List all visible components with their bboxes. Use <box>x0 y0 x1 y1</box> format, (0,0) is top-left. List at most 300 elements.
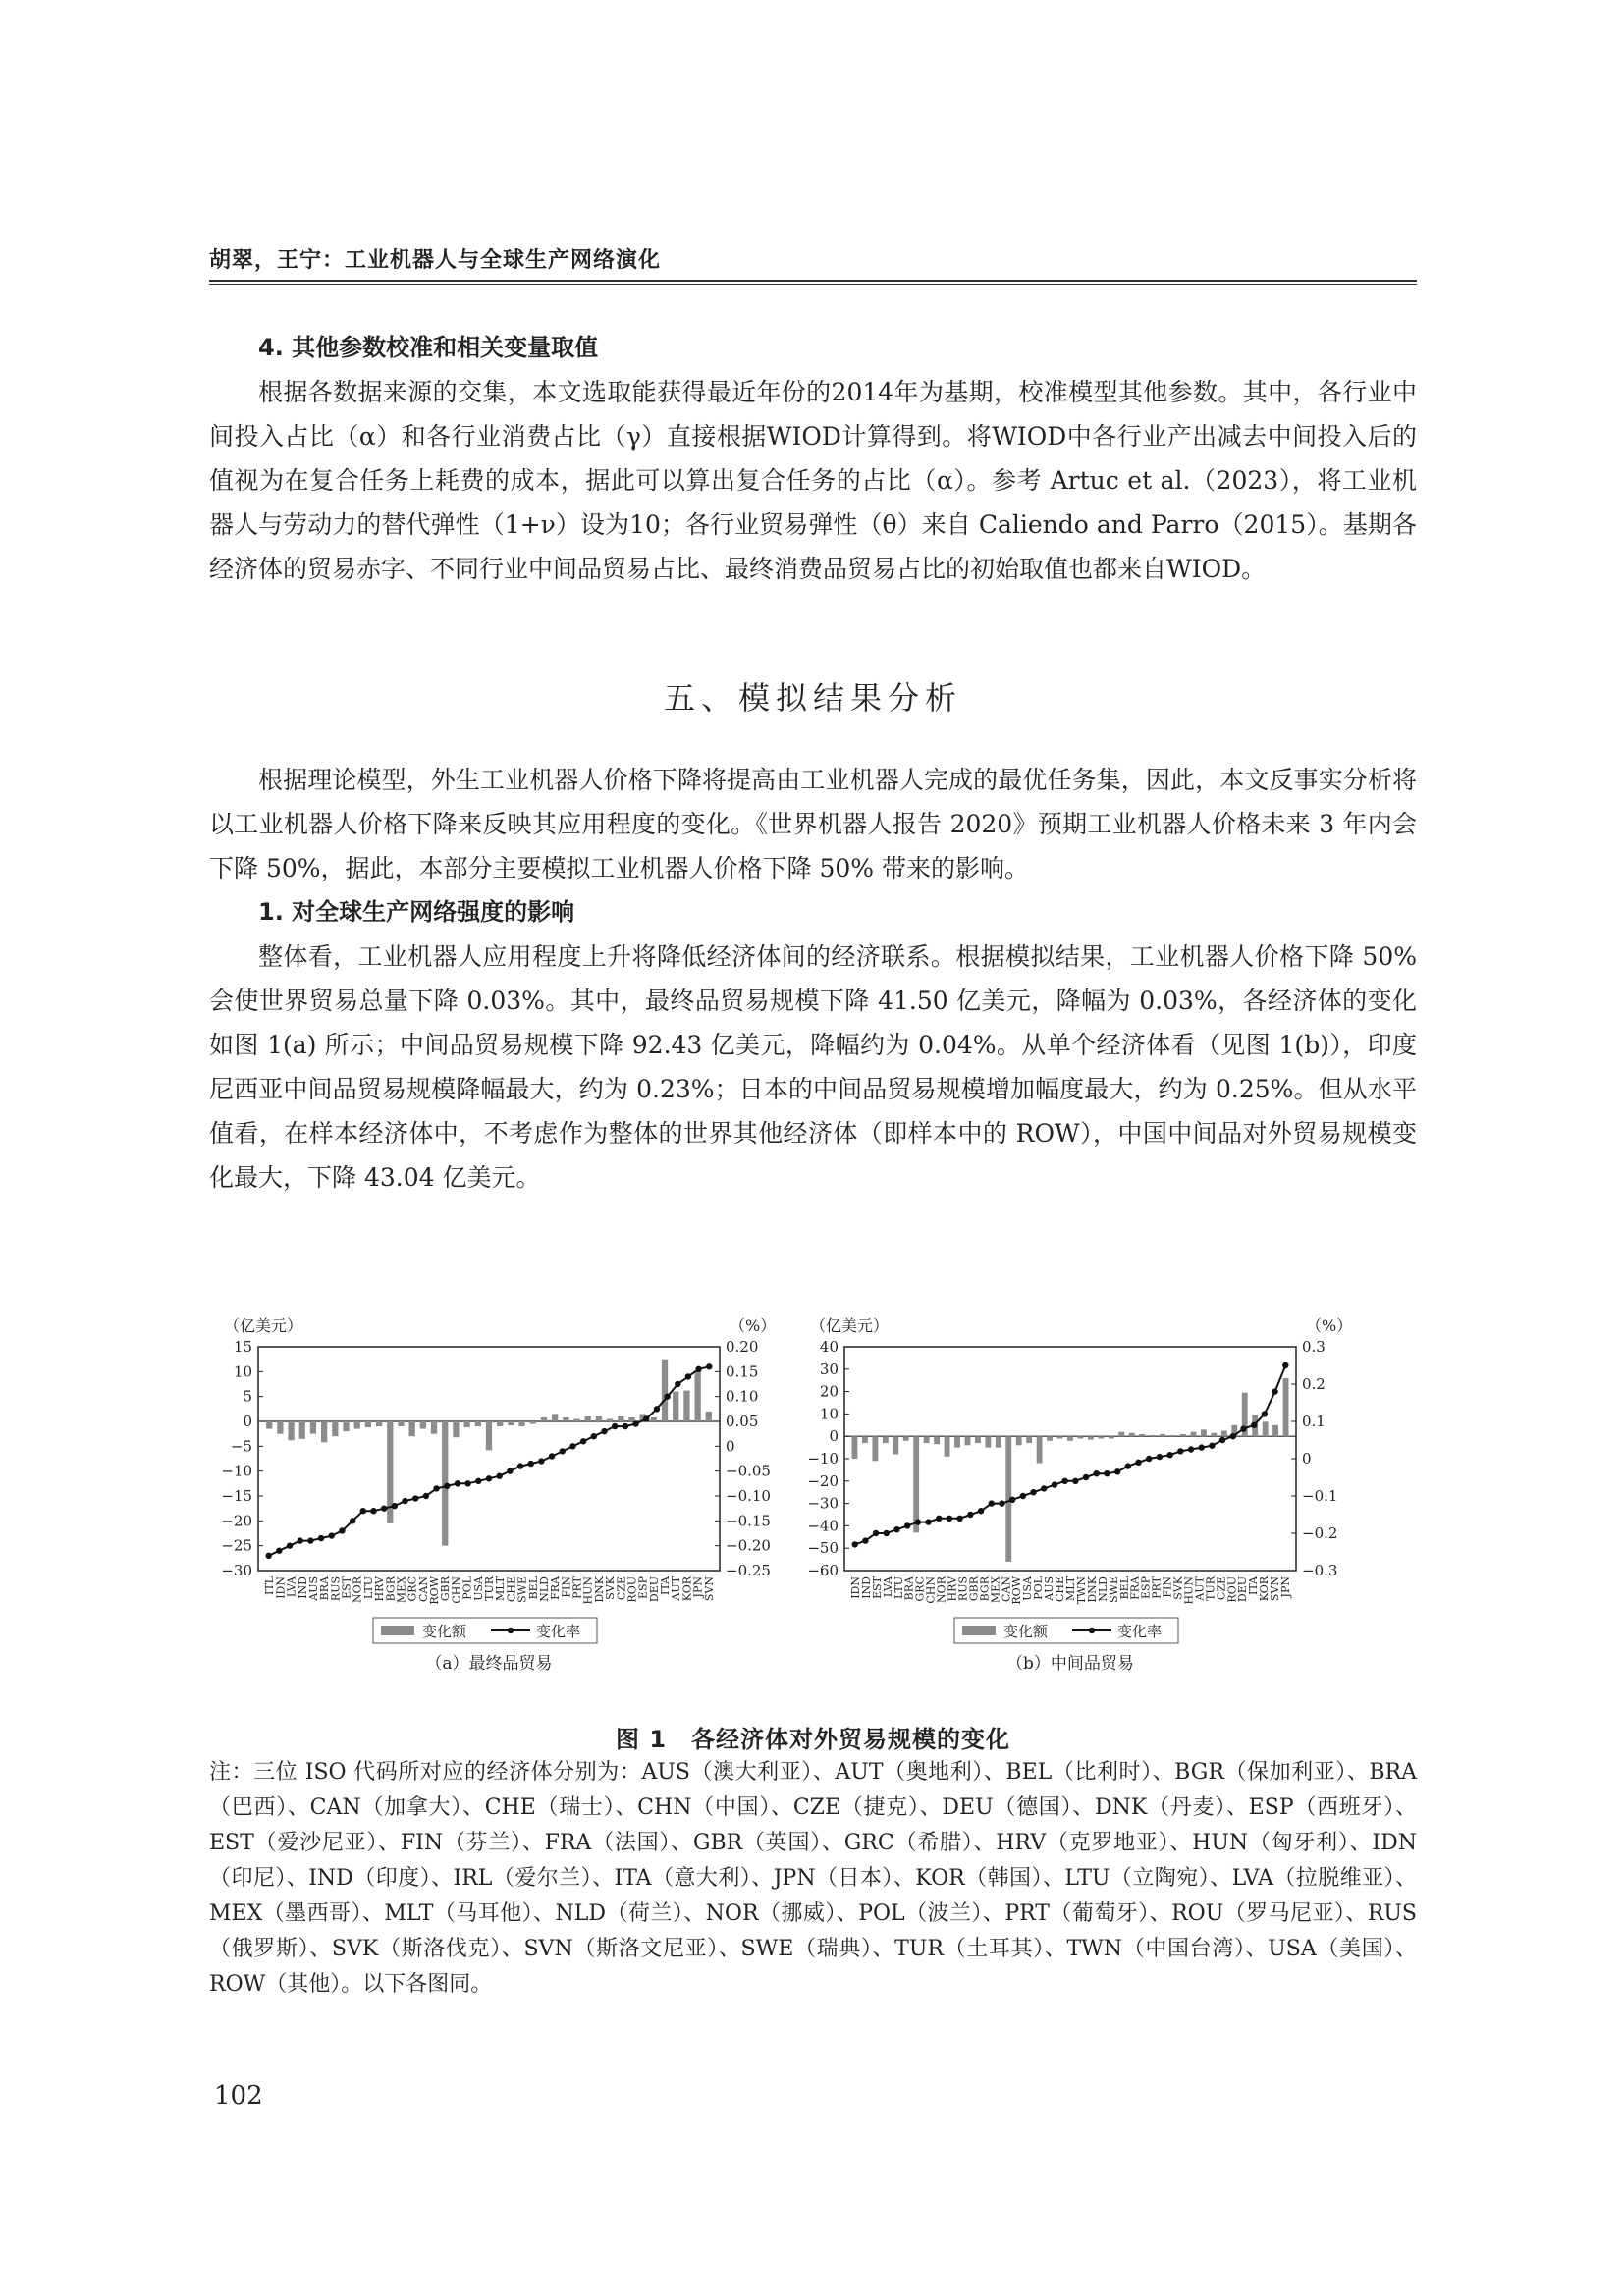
x-tick-label: BEL <box>526 1576 540 1600</box>
bar <box>552 1414 558 1421</box>
x-tick-label: ITA <box>659 1576 673 1596</box>
line-point <box>1030 1489 1036 1495</box>
x-tick-label: CHN <box>924 1576 938 1604</box>
line-point <box>1052 1481 1057 1487</box>
line-point <box>433 1485 439 1491</box>
line-point <box>695 1366 701 1372</box>
bar <box>673 1392 678 1421</box>
line-point <box>464 1480 470 1486</box>
x-tick-label: SWE <box>1107 1576 1120 1603</box>
line-point <box>1188 1446 1194 1452</box>
x-tick-label: IDN <box>848 1576 862 1599</box>
line-point <box>538 1458 544 1464</box>
bar <box>924 1436 930 1443</box>
line-point <box>654 1406 660 1412</box>
line-point <box>1083 1474 1089 1480</box>
x-tick-label: BGR <box>978 1576 992 1602</box>
line-point <box>904 1522 910 1528</box>
line-point <box>392 1503 398 1509</box>
x-tick-label: JPN <box>1279 1576 1293 1598</box>
line-point <box>329 1532 335 1538</box>
x-tick-label: HRV <box>373 1576 387 1602</box>
y-tick-label-right: 0.05 <box>726 1413 759 1430</box>
bar <box>903 1436 909 1441</box>
x-tick-label: HUN <box>1182 1576 1196 1605</box>
line-point <box>1251 1422 1257 1428</box>
x-tick-label: BEL <box>1117 1576 1131 1600</box>
bar <box>893 1436 898 1454</box>
x-tick-label: PRT <box>570 1576 584 1599</box>
line-point <box>675 1381 680 1387</box>
bar <box>376 1421 382 1426</box>
y-tick-label-left: −10 <box>221 1462 252 1480</box>
x-tick-label: ROU <box>625 1576 639 1603</box>
line-point <box>1104 1470 1110 1476</box>
paragraph-1: 根据各数据来源的交集，本文选取能获得最近年份的2014年为基期，校准模型其他参数。其中，各行业中间投入占比（α）和各行业消费占比（γ）直接根据WIOD计算得到。将WIOD中各行业产出减去中间投入后的值视为在复合任务上耗费的成本，据此可以算出复合任务的占比（α）。参考 Artuc et al.（2023），将工业机器人与劳动力的替代弹性（1+ν）设为10；各行业贸易弹性（θ）来自 Caliendo and Parro（2015）。基期各经济体的贸易赤字、不同行业中间品贸易占比、最终消费品贸易占比的初始取值也都来自WIOD。 <box>209 378 1417 583</box>
line-point <box>517 1463 523 1468</box>
line-point <box>560 1448 566 1454</box>
line-point <box>999 1500 1004 1506</box>
y-tick-label-left: −20 <box>807 1471 839 1490</box>
y-tick-label-right: −0.20 <box>726 1536 771 1555</box>
bar <box>585 1416 591 1421</box>
x-tick-label: NOR <box>935 1576 948 1603</box>
y-tick-label-right: 0.3 <box>1302 1338 1326 1356</box>
x-tick-label: DEU <box>647 1576 661 1603</box>
figure-caption: 图 1 各经济体对外贸易规模的变化 <box>615 1726 1011 1753</box>
bar <box>706 1412 712 1421</box>
line-point <box>569 1443 575 1449</box>
line-point <box>978 1508 984 1514</box>
bar <box>694 1371 700 1421</box>
x-tick-label: SVK <box>604 1576 618 1600</box>
bar <box>1088 1436 1094 1439</box>
line-point <box>664 1393 670 1399</box>
x-tick-label: GBR <box>967 1576 981 1602</box>
section-4-title: 4. 其他参数校准和相关变量取值 <box>258 334 599 361</box>
y-tick-label-right: −0.3 <box>1302 1562 1338 1579</box>
x-tick-label: CAN <box>1000 1576 1013 1602</box>
line-point <box>685 1373 691 1379</box>
x-tick-label: SVN <box>1269 1576 1282 1602</box>
line-point <box>1020 1493 1026 1499</box>
bar <box>1170 1435 1176 1436</box>
bar <box>299 1421 305 1439</box>
bar <box>497 1421 503 1426</box>
y-tick-label-left: 5 <box>243 1387 252 1406</box>
x-tick-label: PRT <box>1150 1576 1164 1599</box>
bar <box>277 1421 283 1434</box>
bar <box>1263 1421 1269 1436</box>
x-tick-label: USA <box>471 1576 485 1601</box>
bar <box>1150 1435 1156 1436</box>
line-point <box>265 1553 271 1559</box>
line-point <box>1209 1443 1215 1449</box>
line-point <box>1125 1463 1131 1468</box>
bar <box>288 1421 294 1440</box>
line-point <box>1230 1433 1236 1439</box>
bar <box>1098 1436 1104 1438</box>
line-point <box>423 1493 429 1499</box>
line-point <box>370 1508 376 1514</box>
line-point <box>1041 1485 1047 1491</box>
x-tick-label: DEU <box>1236 1576 1250 1603</box>
x-tick-label: MEX <box>989 1576 1002 1604</box>
section-4-block <box>209 326 1417 591</box>
line-point <box>915 1519 921 1524</box>
bar <box>1139 1434 1145 1436</box>
x-tick-label: GRC <box>913 1576 927 1602</box>
y-tick-label-left: −20 <box>221 1512 252 1530</box>
x-tick-label: TUR <box>483 1576 496 1601</box>
paragraph-3: 整体看，工业机器人应用程度上升将降低经济体间的经济联系。根据模拟结果，工业机器人价格下降 50% 会使世界贸易总量下降 0.03%。其中，最终品贸易规模下降 41.50 亿美元，降幅为 0.03%，各经济体的变化如图 1(a) 所示；中间品贸易规模下降 92.43 亿美元，降幅约为 0.04%。从单个经济体看（见图 1(b)），印度尼西亚中间品贸易规模降幅最大，约为 0.23%；日本的中间品贸易规模增加幅度最大，约为 0.25%。但从水平值看，在样本经济体中，不考虑作为整体的世界其他经济体（即样本中的 ROW），中国中间品对外贸易规模变化最大，下降 43.04 亿美元。 <box>209 942 1417 1192</box>
x-tick-label: ESP <box>1139 1576 1153 1599</box>
figure-1a-chart <box>209 1306 798 1708</box>
line-point <box>1177 1448 1183 1454</box>
bar <box>1016 1436 1022 1445</box>
y-tick-label-left: −30 <box>807 1494 839 1513</box>
line-point <box>360 1508 366 1514</box>
bar <box>530 1421 536 1424</box>
line-point <box>612 1423 618 1429</box>
bar <box>934 1436 940 1444</box>
x-tick-label: KOR <box>680 1576 694 1602</box>
legend-bar-swatch <box>962 1626 996 1635</box>
bar <box>913 1436 919 1532</box>
line-point <box>276 1548 282 1554</box>
y-tick-label-right: 0.10 <box>726 1387 759 1406</box>
line-point <box>287 1542 293 1548</box>
bar <box>332 1421 338 1436</box>
x-tick-label: BRA <box>902 1576 916 1601</box>
line-point <box>632 1420 638 1426</box>
subsection-1-title: 1. 对全球生产网络强度的影响 <box>258 898 575 926</box>
bar <box>965 1436 971 1445</box>
x-tick-label: AUT <box>670 1576 683 1601</box>
x-tick-label: SWE <box>515 1576 529 1603</box>
bar <box>563 1417 568 1421</box>
line-point <box>307 1537 313 1543</box>
y-tick-label-right: −0.2 <box>1302 1524 1338 1542</box>
line-point <box>893 1526 899 1532</box>
x-tick-label: HUN <box>581 1576 595 1605</box>
x-tick-label: LTU <box>892 1576 905 1600</box>
line-point <box>580 1438 586 1444</box>
y-tick-label-left: −30 <box>221 1562 252 1579</box>
y-tick-label-right: 0.20 <box>726 1338 759 1356</box>
figure-note: 注：三位 ISO 代码所对应的经济体分别为：AUS（澳大利亚）、AUT（奥地利）、BEL（比利时）、BGR（保加利亚）、BRA（巴西）、CAN（加拿大）、CHE（瑞士）、CHN（中国）、CZE（捷克）、DEU（德国）、DNK（丹麦）、ESP（西班牙）、EST（爱沙尼亚）、FIN（芬兰）、FRA（法国）、GBR（英国）、GRC（希腊）、HRV（克罗地亚）、HUN（匈牙利）、IDN（印尼）、IND（印度）、IRL（爱尔兰）、ITA（意大利）、JPN（日本）、KOR（韩国）、LTU（立陶宛）、LVA（拉脱维亚）、MEX（墨西哥）、MLT（马耳他）、NLD（荷兰）、NOR（挪威）、POL（波兰）、PRT（葡萄牙）、ROU（罗马尼亚）、RUS（俄罗斯）、SVK（斯洛伐克）、SVN（斯洛文尼亚）、SWE（瑞典）、TUR（土耳其）、TWN（中国台湾）、USA（美国）、ROW（其他）。以下各图同。 <box>209 1760 1417 1997</box>
x-tick-label: ROU <box>1225 1576 1239 1603</box>
bar <box>266 1421 272 1429</box>
bar <box>431 1421 437 1434</box>
x-tick-label: POL <box>460 1576 474 1600</box>
x-tick-label: GRC <box>406 1576 419 1602</box>
x-tick-label: LTU <box>361 1576 375 1600</box>
y-tick-label-left: −40 <box>807 1517 839 1535</box>
bar <box>1118 1432 1124 1437</box>
y-tick-label-left: 15 <box>233 1338 252 1356</box>
y-axis-left-label: （亿美元） <box>810 1316 890 1335</box>
bar <box>1026 1436 1032 1443</box>
line-point <box>1262 1411 1268 1416</box>
y-tick-label-left: −10 <box>807 1450 839 1468</box>
y-tick-label-right: −0.05 <box>726 1462 771 1480</box>
x-tick-label: CZE <box>615 1576 628 1601</box>
line-point <box>507 1468 513 1473</box>
y-tick-label-left: 0 <box>243 1413 252 1430</box>
line-point <box>873 1530 879 1536</box>
bar <box>453 1421 459 1437</box>
line-point <box>1009 1497 1015 1503</box>
x-tick-label: NLD <box>1096 1576 1110 1602</box>
y-tick-label-right: −0.25 <box>726 1562 771 1579</box>
legend-line-dot <box>508 1628 514 1633</box>
line-point <box>591 1433 597 1439</box>
section-title: 五、模拟结果分析 <box>663 679 962 717</box>
legend-bar-swatch <box>381 1626 414 1635</box>
bar <box>883 1436 889 1443</box>
line-point <box>1114 1468 1120 1474</box>
panel-label: （a）最终品贸易 <box>425 1654 553 1674</box>
bar <box>607 1418 613 1421</box>
y-axis-right-label: （%） <box>730 1316 777 1335</box>
y-tick-label-right: −0.15 <box>726 1512 771 1530</box>
y-tick-label-right: 0 <box>726 1437 735 1456</box>
x-tick-label: FRA <box>549 1576 563 1600</box>
x-tick-label: EST <box>870 1576 884 1599</box>
x-tick-label: BRA <box>318 1576 332 1601</box>
x-tick-label: ESP <box>636 1576 650 1599</box>
bar <box>975 1436 981 1443</box>
x-tick-label: CHE <box>1054 1576 1067 1603</box>
x-tick-label: CHE <box>505 1576 518 1603</box>
line-point <box>623 1423 628 1429</box>
bar <box>651 1417 657 1421</box>
x-tick-label: BGR <box>384 1576 398 1602</box>
line-point <box>956 1516 962 1522</box>
x-tick-label: MLT <box>1064 1576 1077 1602</box>
x-tick-label: AUT <box>1193 1576 1207 1601</box>
line-point <box>1272 1388 1277 1394</box>
line-point <box>925 1519 931 1524</box>
line-point <box>643 1415 649 1421</box>
y-tick-label-left: 10 <box>233 1362 252 1381</box>
section-5-block <box>209 758 1417 1200</box>
x-tick-label: GBR <box>439 1576 453 1602</box>
bar <box>310 1421 316 1434</box>
line-point <box>496 1473 502 1479</box>
bar <box>409 1421 415 1436</box>
bar <box>945 1436 950 1457</box>
y-tick-label-right: −0.10 <box>726 1487 771 1505</box>
x-tick-label: FIN <box>560 1576 573 1598</box>
bar <box>541 1417 547 1421</box>
line-point <box>381 1505 387 1511</box>
x-tick-label: LVA <box>881 1576 894 1598</box>
bar <box>1047 1436 1053 1441</box>
y-axis-left-label: （亿美元） <box>224 1316 303 1335</box>
x-tick-label: SVN <box>702 1576 716 1602</box>
x-tick-label: CAN <box>416 1576 430 1602</box>
line-point <box>455 1480 460 1486</box>
line-point <box>1199 1444 1205 1450</box>
bar <box>365 1421 371 1427</box>
bar <box>683 1391 689 1421</box>
line-point <box>1157 1454 1163 1460</box>
y-tick-label-right: 0.1 <box>1302 1413 1326 1430</box>
line-point <box>989 1500 995 1506</box>
bar <box>954 1436 960 1447</box>
line-point <box>862 1537 868 1543</box>
x-tick-label: IND <box>859 1576 873 1599</box>
line-point <box>298 1537 303 1543</box>
x-tick-label: SVK <box>1171 1576 1185 1600</box>
line-point <box>1219 1437 1225 1443</box>
x-tick-label: TWN <box>1074 1576 1088 1605</box>
line-point <box>528 1461 534 1467</box>
x-tick-label: USA <box>1021 1576 1035 1601</box>
line-point <box>1282 1362 1288 1368</box>
bar <box>1211 1433 1217 1436</box>
bar <box>518 1421 524 1426</box>
line-point <box>318 1535 324 1541</box>
bar <box>862 1436 868 1443</box>
bar <box>996 1436 1001 1447</box>
y-tick-label-left: 20 <box>819 1382 839 1401</box>
x-tick-label: AUS <box>1043 1576 1056 1601</box>
header-rule-thin <box>209 284 1417 285</box>
bar <box>343 1421 349 1431</box>
bar <box>1129 1433 1135 1436</box>
line-point <box>1146 1456 1152 1462</box>
y-axis-right-label: （%） <box>1306 1316 1353 1335</box>
y-tick-label-right: 0 <box>1302 1450 1312 1468</box>
line-point <box>884 1530 890 1536</box>
line-point <box>1094 1470 1100 1476</box>
x-tick-label: TUR <box>1204 1576 1218 1601</box>
x-tick-label: LVA <box>285 1576 298 1598</box>
panel-label: （b）中间品贸易 <box>1006 1654 1134 1674</box>
x-tick-label: NOR <box>351 1576 364 1603</box>
x-tick-label: HRV <box>946 1576 959 1602</box>
legend-line-dot <box>1089 1628 1095 1633</box>
x-tick-label: IDN <box>274 1576 288 1599</box>
y-tick-label-right: 0.15 <box>726 1362 759 1381</box>
line-point <box>350 1518 355 1523</box>
bar <box>1180 1434 1186 1436</box>
x-tick-label: EST <box>340 1576 353 1599</box>
x-tick-label: ITA <box>1247 1576 1261 1596</box>
line-point <box>936 1516 942 1522</box>
y-tick-label-right: 0.2 <box>1302 1375 1326 1393</box>
bar <box>573 1418 579 1421</box>
plot-frame <box>844 1347 1296 1571</box>
legend-label-rate: 变化率 <box>1117 1623 1163 1640</box>
y-tick-label-left: 0 <box>829 1427 839 1446</box>
line-point <box>967 1512 973 1518</box>
series-line <box>855 1365 1286 1544</box>
line-point <box>444 1483 450 1489</box>
bar <box>662 1360 668 1421</box>
bar <box>1221 1431 1227 1437</box>
bar <box>463 1421 469 1427</box>
bar <box>985 1436 991 1447</box>
bar <box>1283 1378 1289 1436</box>
x-tick-label: DNK <box>592 1576 606 1603</box>
bar <box>852 1436 858 1459</box>
x-tick-label: MLT <box>494 1576 508 1602</box>
line-point <box>486 1475 492 1481</box>
bar <box>486 1421 492 1450</box>
bar <box>1191 1432 1197 1437</box>
line-point <box>339 1527 345 1533</box>
x-tick-label: FRA <box>1128 1576 1142 1600</box>
bar <box>628 1417 634 1421</box>
x-tick-label: ITL <box>263 1576 277 1595</box>
bar <box>596 1416 602 1421</box>
x-tick-label: ROW <box>428 1576 442 1605</box>
bar <box>1057 1436 1063 1438</box>
legend-label-rate: 变化率 <box>536 1623 581 1640</box>
legend-label-amount: 变化额 <box>422 1623 467 1640</box>
line-point <box>1166 1452 1172 1458</box>
bar <box>1272 1425 1278 1436</box>
line-point <box>1072 1478 1078 1484</box>
y-tick-label-left: 10 <box>819 1405 839 1423</box>
y-tick-label-left: −50 <box>807 1539 839 1558</box>
bar <box>508 1421 514 1425</box>
x-tick-label: CHN <box>450 1576 463 1604</box>
line-point <box>1135 1460 1141 1466</box>
x-tick-label: CZE <box>1215 1576 1228 1601</box>
line-point <box>549 1453 555 1459</box>
series-line <box>269 1366 710 1556</box>
x-tick-label: MEX <box>395 1576 408 1604</box>
x-tick-label: RUS <box>956 1576 970 1602</box>
legend-label-amount: 变化额 <box>1003 1623 1049 1640</box>
bar <box>1201 1429 1207 1436</box>
y-tick-label-right: −0.1 <box>1302 1487 1338 1505</box>
line-point <box>851 1541 857 1547</box>
line-point <box>601 1428 607 1434</box>
line-point <box>412 1495 418 1501</box>
bar <box>1037 1436 1043 1463</box>
running-head: 胡翠，王宁：工业机器人与全球生产网络演化 <box>209 248 662 273</box>
x-tick-label: POL <box>1032 1576 1046 1600</box>
bar <box>618 1416 623 1421</box>
x-tick-label: KOR <box>1258 1576 1272 1602</box>
bar <box>872 1436 878 1461</box>
x-tick-label: DNK <box>1085 1576 1099 1603</box>
bar <box>398 1421 404 1426</box>
y-tick-label-left: −5 <box>230 1437 252 1456</box>
bar <box>354 1421 360 1429</box>
y-tick-label-left: −25 <box>221 1536 252 1555</box>
x-tick-label: IND <box>296 1576 309 1599</box>
x-tick-label: FIN <box>1161 1576 1174 1598</box>
bar <box>475 1421 481 1426</box>
x-tick-label: RUS <box>329 1576 343 1602</box>
bar <box>1109 1436 1114 1438</box>
line-point <box>475 1478 481 1484</box>
x-tick-label: JPN <box>691 1576 705 1598</box>
page-number: 102 <box>214 2081 263 2110</box>
x-tick-label: AUS <box>306 1576 320 1601</box>
y-tick-label-left: 40 <box>819 1338 839 1356</box>
header-rule <box>209 280 1417 282</box>
line-point <box>947 1516 952 1522</box>
x-tick-label: ROW <box>1010 1576 1024 1605</box>
